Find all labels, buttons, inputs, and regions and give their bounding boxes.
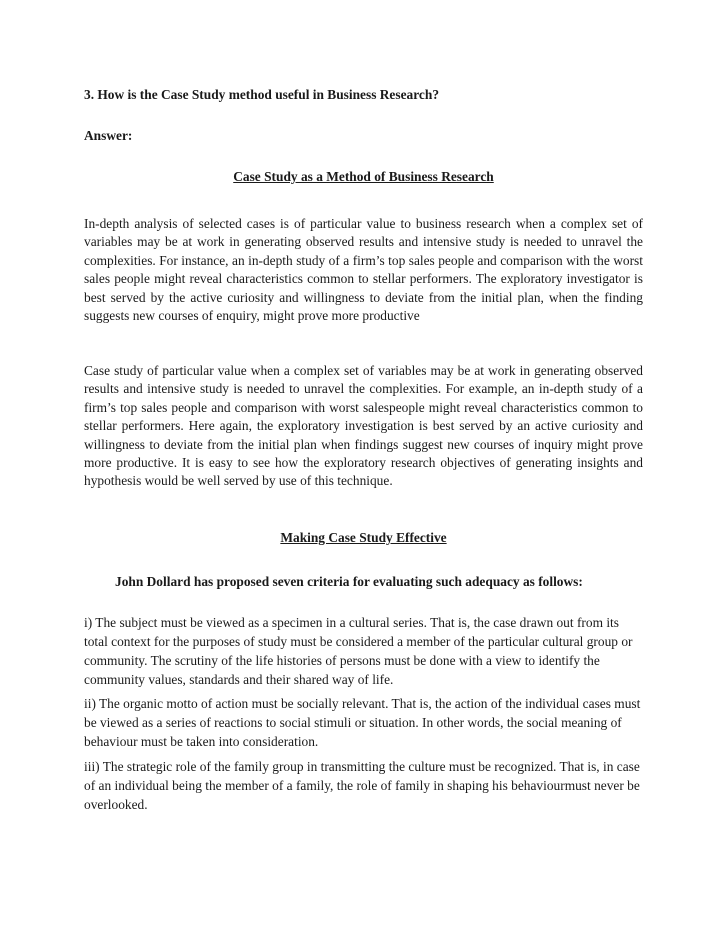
- criteria-lead-sentence: John Dollard has proposed seven criteria for evaluating such adequacy as follows:: [115, 574, 583, 589]
- criterion-item: i) The subject must be viewed as a specimen in a cultural series. That is, the case drawn out from its total context for the purposes of study must be considered a member of the particular cultural group or community. The scrutiny of the life histories of persons must be done with a view to identify the community values, standards and their shared way of life.: [84, 615, 633, 687]
- paragraph-case-study-value: Case study of particular value when a complex set of variables may be at work in generating observed results and intensive study is needed to unravel the complexities. For example, an in-depth study of a firm’s top sales people and comparison with worst salespeople might reveal characteristics common to stellar performers. Here again, the exploratory investigation is best served by an active curiosity and willingness to deviate from the initial plan when findings suggest new courses of inquiry might prove more productive. It is easy to see how the exploratory research objectives of generating insights and hypothesis would be well served by use of this technique.: [84, 363, 643, 489]
- question-heading: 3. How is the Case Study method useful in Business Research?: [84, 87, 440, 102]
- paragraph-in-depth-analysis: In-depth analysis of selected cases is of particular value to business research when a complex set of variables may be at work in generating observed results and intensive study is needed to unravel the complexities. For instance, an in-depth study of a firm’s top sales people and comparison with the worst sales people might reveal characteristics common to stellar performers. The exploratory investigator is best served by the active curiosity and willingness to deviate from the initial plan, when the finding suggests new courses of enquiry, might prove more productive: [84, 216, 643, 324]
- section-heading-making-effective: Making Case Study Effective: [280, 530, 447, 545]
- section-heading-case-study: Case Study as a Method of Business Research: [233, 169, 494, 184]
- criterion-item: iii) The strategic role of the family group in transmitting the culture must be recognized. That is, in case of an individual being the member of a family, the role of family in shaping his behaviourmust never be overlooked.: [84, 759, 640, 812]
- answer-label: Answer:: [84, 128, 133, 143]
- criterion-item: ii) The organic motto of action must be socially relevant. That is, the action of the individual cases must be viewed as a series of reactions to social stimuli or situation. In other words, the social meaning of behaviour must be taken into consideration.: [84, 696, 641, 749]
